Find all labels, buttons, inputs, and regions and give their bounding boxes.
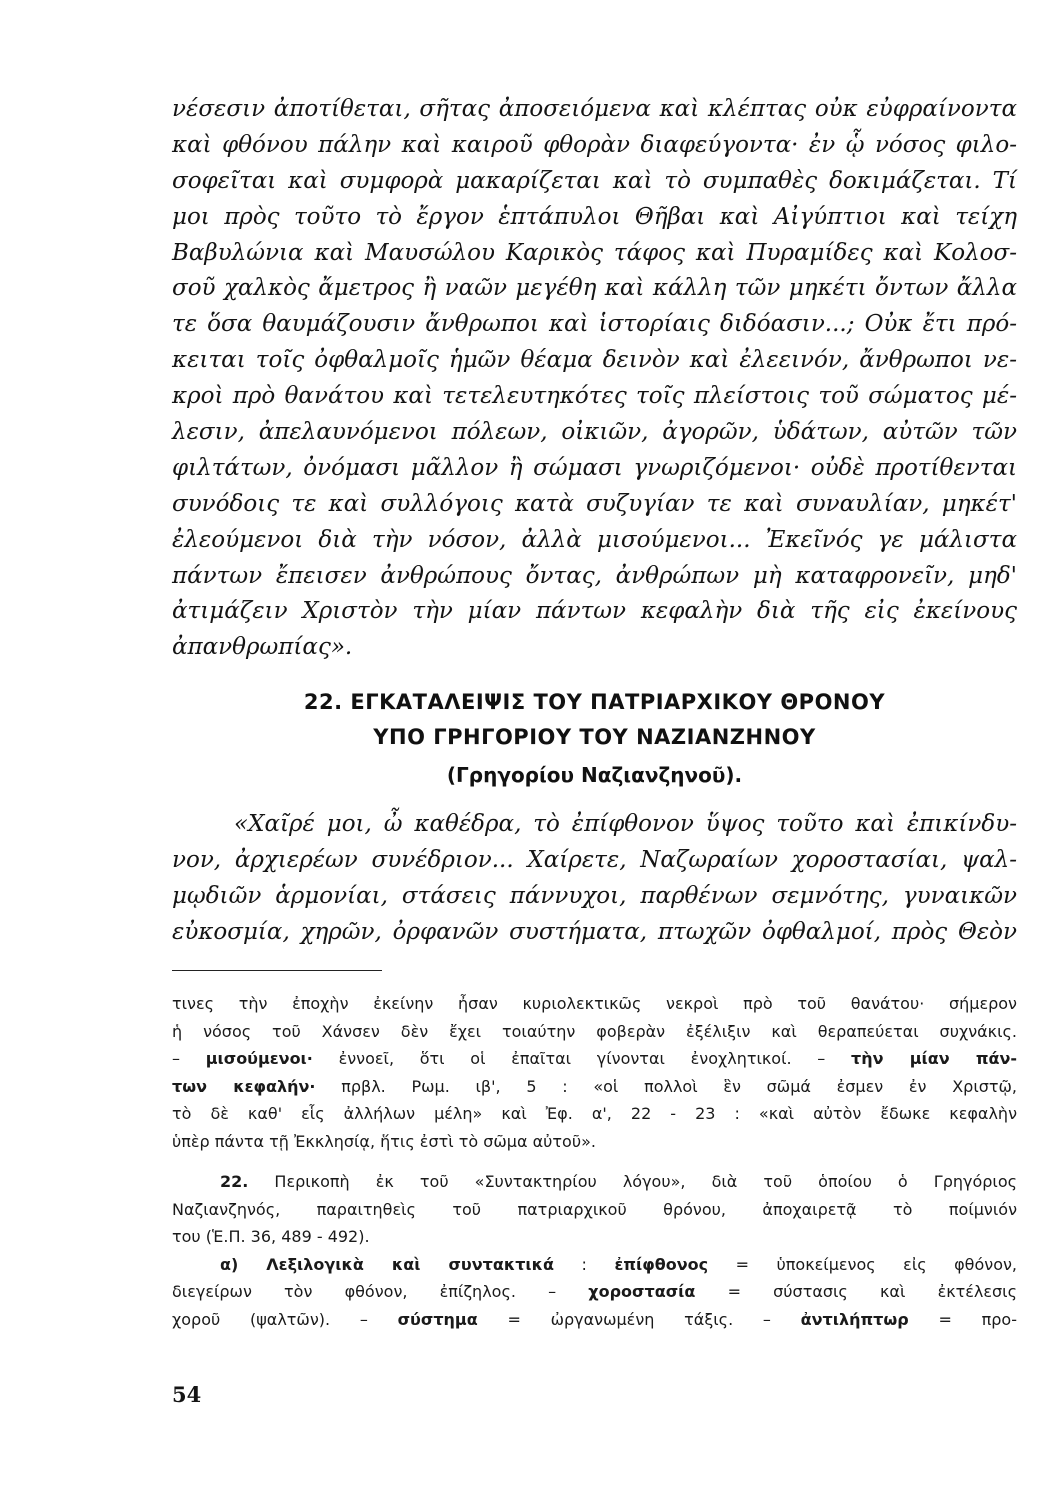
footnote-text: = ὑποκείμενος εἰς φθόνον, bbox=[708, 1254, 1018, 1274]
text-line: ἀτιμάζειν Χριστὸν τὴν μίαν πάντων κεφαλὴν διὰ τῆς εἰς ἐκείνους bbox=[172, 598, 1017, 625]
footnote-text: = προ- bbox=[908, 1309, 1017, 1329]
footnotes bbox=[172, 990, 1017, 1333]
footnote-term: ἐπίφθονος bbox=[614, 1254, 709, 1274]
footnote-term: σύστημα bbox=[397, 1309, 478, 1329]
heading-subtitle: (Γρηγορίου Ναζιανζηνοῦ). bbox=[446, 763, 743, 787]
footnote-text: χοροῦ (ψαλτῶν). – bbox=[172, 1309, 398, 1329]
footnote-number: 22. bbox=[220, 1172, 249, 1191]
section-heading bbox=[172, 685, 1017, 794]
main-text-block bbox=[172, 92, 1017, 666]
footnote-line bbox=[172, 1073, 1017, 1101]
footnote-label: α) Λεξιλογικὰ καὶ συντακτικά bbox=[220, 1254, 555, 1274]
footnote-line: ὑπὲρ πάντα τῇ Ἐκκλησίᾳ, ἥτις ἐστὶ τὸ σῶμα αὐτοῦ». bbox=[172, 1131, 596, 1151]
text-line: ἀπανθρωπίας». bbox=[172, 634, 353, 661]
footnote-text: : bbox=[554, 1254, 615, 1274]
footnote-term: ἀντιλήπτωρ bbox=[800, 1309, 909, 1329]
text-line: σοῦ χαλκὸς ἄμετρος ἢ ναῶν μεγέθη καὶ κάλλη τῶν μηκέτι ὄντων ἄλλα bbox=[172, 275, 1017, 302]
heading-line-1: 22. ΕΓΚΑΤΑΛΕΙΨΙΣ ΤΟΥ ΠΑΤΡΙΑΡΧΙΚΟΥ ΘΡΟΝΟΥ bbox=[303, 690, 886, 714]
footnote-divider bbox=[172, 970, 382, 971]
footnote-line: του (Ἑ.Π. 36, 489 - 492). bbox=[172, 1227, 370, 1246]
footnote-line bbox=[172, 1306, 1017, 1334]
page-number: 54 bbox=[172, 1382, 202, 1407]
quote-line: μῳδιῶν ἁρμονίαι, στάσεις πάννυχοι, παρθένων σεμνότης, γυναικῶν bbox=[172, 883, 1017, 909]
text-line: πάντων ἔπεισεν ἀνθρώπους ὄντας, ἀνθρώπων μὴ καταφρονεῖν, μηδ' bbox=[172, 562, 1017, 589]
quote-block bbox=[172, 806, 1017, 950]
text-line: κροὶ πρὸ θανάτου καὶ τετελευτηκότες τοῖς πλείστοις τοῦ σώματος μέ- bbox=[172, 383, 1017, 410]
text-line: κειται τοῖς ὀφθαλμοῖς ἡμῶν θέαμα δεινὸν καὶ ἐλεεινόν, ἄνθρωποι νε- bbox=[172, 347, 1017, 374]
footnote-term: των κεφαλήν· bbox=[172, 1076, 316, 1096]
quote-line: εὐκοσμία, χηρῶν, ὀρφανῶν συστήματα, πτωχῶν ὀφθαλμοί, πρὸς Θεὸν bbox=[172, 919, 1017, 945]
footnote-text: = ὠργανωμένη τάξις. – bbox=[477, 1309, 801, 1329]
heading-line-2: ΥΠΟ ΓΡΗΓΟΡΙΟΥ ΤΟΥ ΝΑΖΙΑΝΖΗΝΟΥ bbox=[373, 725, 816, 749]
footnote-line bbox=[172, 1251, 1017, 1279]
footnote-line: τὸ δὲ καθ' εἷς ἀλλήλων μέλη» καὶ Ἐφ. α', 22 - 23 : «καὶ αὐτὸν ἔδωκε κεφαλὴν bbox=[172, 1104, 1017, 1123]
text-line: φιλτάτων, ὀνόμασι μᾶλλον ἢ σώμασι γνωριζόμενοι· οὐδὲ προτίθενται bbox=[172, 454, 1017, 481]
quote-line: νον, ἀρχιερέων συνέδριον... Χαίρετε, Ναζωραίων χοροστασίαι, ψαλ- bbox=[172, 847, 1017, 873]
text-line: μοι πρὸς τοῦτο τὸ ἔργον ἑπτάπυλοι Θῆβαι καὶ Αἰγύπτιοι καὶ τείχη bbox=[172, 203, 1017, 230]
text-line: νέσεσιν ἀποτίθεται, σῆτας ἀποσειόμενα καὶ κλέπτας οὐκ εὐφραίνοντα bbox=[172, 96, 1017, 122]
footnote-term: τὴν μίαν πάν- bbox=[851, 1049, 1018, 1068]
text-line: καὶ φθόνου πάλην καὶ καιροῦ φθορὰν διαφεύγοντα· ἐν ᾧ νόσος φιλο- bbox=[172, 131, 1017, 158]
footnote-text: Περικοπὴ ἐκ τοῦ «Συντακτηρίου λόγου», διὰ τοῦ ὁποίου ὁ Γρηγόριος bbox=[248, 1172, 1017, 1191]
footnote-text: = σύστασις καὶ ἐκτέλεσις bbox=[695, 1282, 1017, 1301]
footnote-gap bbox=[172, 1155, 1017, 1168]
footnote-line bbox=[172, 1045, 1017, 1073]
text-line: τε ὅσα θαυμάζουσιν ἄνθρωποι καὶ ἱστορίαις διδόασιν...; Οὐκ ἔτι πρό- bbox=[172, 311, 1017, 338]
text-line: σοφεῖται καὶ συμφορὰ μακαρίζεται καὶ τὸ συμπαθὲς δοκιμάζεται. Τί bbox=[172, 167, 1017, 194]
text-line: συνόδοις τε καὶ συλλόγοις κατὰ συζυγίαν τε καὶ συναυλίαν, μηκέτ' bbox=[172, 490, 1017, 517]
footnote-line bbox=[172, 1168, 1017, 1196]
footnote-term: χοροστασία bbox=[588, 1282, 696, 1301]
footnote-term: μισούμενοι· bbox=[205, 1049, 313, 1068]
footnote-line: ἡ νόσος τοῦ Χάνσεν δὲν ἔχει τοιαύτην φοβερὰν ἐξέλιξιν καὶ θεραπεύεται συχνάκις. bbox=[172, 1021, 1017, 1041]
footnote-dash: – bbox=[172, 1049, 206, 1068]
text-line: ἐλεούμενοι διὰ τὴν νόσον, ἀλλὰ μισούμενοι... Ἐκεῖνός γε μάλιστα bbox=[172, 526, 1017, 553]
footnote-text: πρβλ. Ρωμ. ιβ', 5 : «οἱ πολλοὶ ἓν σῶμά ἐσμεν ἐν Χριστῷ, bbox=[315, 1076, 1018, 1096]
footnote-text: διεγείρων τὸν φθόνον, ἐπίζηλος. – bbox=[172, 1282, 589, 1301]
footnote-line: Ναζιανζηνός, παραιτηθεὶς τοῦ πατριαρχικοῦ θρόνου, ἀποχαιρετᾷ τὸ ποίμνιόν bbox=[172, 1199, 1017, 1219]
footnote-line: τινες τὴν ἐποχὴν ἐκείνην ἦσαν κυριολεκτικῶς νεκροὶ πρὸ τοῦ θανάτου· σήμερον bbox=[172, 994, 1017, 1013]
footnote-text: ἐννοεῖ, ὅτι οἱ ἐπαῖται γίνονται ἐνοχλητικοί. – bbox=[312, 1049, 852, 1068]
text-line: λεσιν, ἀπελαυνόμενοι πόλεων, οἰκιῶν, ἀγορῶν, ὑδάτων, αὐτῶν τῶν bbox=[172, 419, 1017, 446]
text-line: Βαβυλώνια καὶ Μαυσώλου Καρικὸς τάφος καὶ Πυραμίδες καὶ Κολοσ- bbox=[172, 239, 1017, 266]
footnote-line bbox=[172, 1278, 1017, 1306]
quote-line: «Χαῖρέ μοι, ὦ καθέδρα, τὸ ἐπίφθονον ὕψος τοῦτο καὶ ἐπικίνδυ- bbox=[234, 811, 1017, 837]
